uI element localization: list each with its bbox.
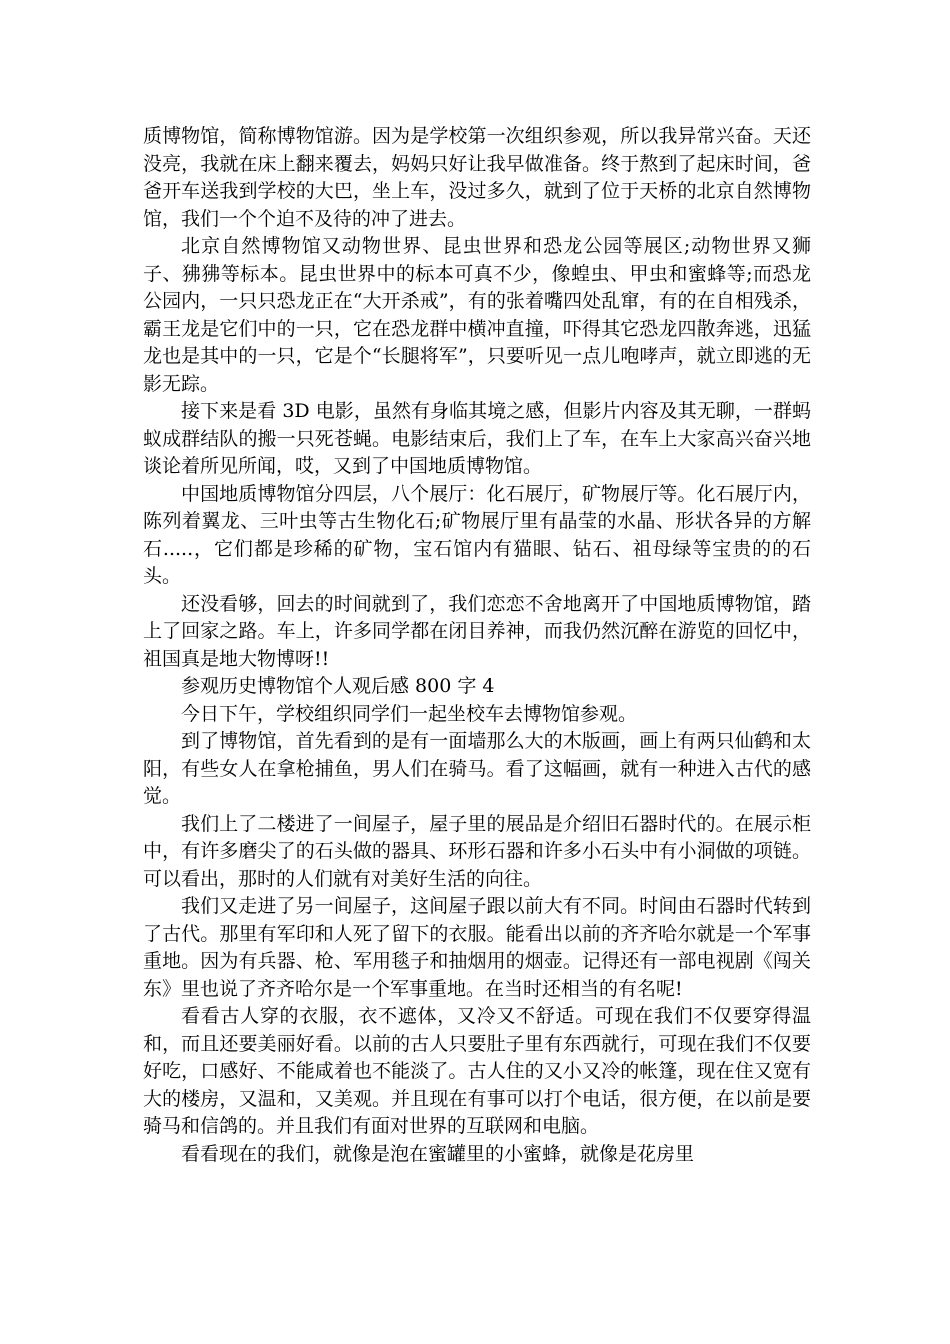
section-heading: 参观历史博物馆个人观后感 800 字 4 bbox=[181, 675, 495, 697]
document-page bbox=[143, 123, 811, 1168]
paragraph: 到了博物馆，首先看到的是有一面墙那么大的木版画，画上有两只仙鹤和太阳，有些女人在拿枪捕鱼，男人们在骑马。看了这幅画，就有一种进入古代的感觉。 bbox=[143, 730, 811, 807]
paragraph: 看看古人穿的衣服，衣不遮体，又冷又不舒适。可现在我们不仅要穿得温和，而且还要美丽好看。以前的古人只要肚子里有东西就行，可现在我们不仅要好吃，口感好、不能咸着也不能淡了。古人住的又小又冷的帐篷，现在住又宽有大的楼房，又温和，又美观。并且现在有事可以打个电话，很方便，在以前是要骑马和信鸽的。并且我们有面对世界的互联网和电脑。 bbox=[143, 1005, 811, 1137]
paragraph: 质博物馆，简称博物馆游。因为是学校第一次组织参观，所以我异常兴奋。天还没亮，我就在床上翻来覆去，妈妈只好让我早做准备。终于熬到了起床时间，爸爸开车送我到学校的大巴，坐上车，没过多久，就到了位于天桥的北京自然博物馆，我们一个个迫不及待的冲了进去。 bbox=[143, 125, 811, 230]
paragraph: 还没看够，回去的时间就到了，我们恋恋不舍地离开了中国地质博物馆，踏上了回家之路。车上，许多同学都在闭目养神，而我仍然沉醉在游览的回忆中，祖国真是地大物博呀!! bbox=[143, 592, 811, 670]
paragraph: 看看现在的我们，就像是泡在蜜罐里的小蜜蜂，就像是花房里 bbox=[181, 1142, 695, 1165]
paragraph: 我们又走进了另一间屋子，这间屋子跟以前大有不同。时间由石器时代转到了古代。那里有军印和人死了留下的衣服。能看出以前的齐齐哈尔就是一个军事重地。因为有兵器、枪、军用毯子和抽烟用的烟壶。记得还有一部电视剧《闯关东》里也说了齐齐哈尔是一个军事重地。在当时还相当的有名呢! bbox=[143, 895, 811, 1000]
paragraph: 中国地质博物馆分四层，八个展厅：化石展厅，矿物展厅等。化石展厅内，陈列着翼龙、三叶虫等古生物化石;矿物展厅里有晶莹的水晶、形状各异的方解石.....，它们都是珍稀的矿物，宝石馆内有猫眼、钻石、祖母绿等宝贵的的石头。 bbox=[143, 482, 811, 587]
paragraph: 我们上了二楼进了一间屋子，屋子里的展品是介绍旧石器时代的。在展示柜中，有许多磨尖了的石头做的器具、环形石器和许多小石头中有小洞做的项链。可以看出，那时的人们就有对美好生活的向往。 bbox=[143, 812, 811, 890]
paragraph: 北京自然博物馆又动物世界、昆虫世界和恐龙公园等展区;动物世界又狮子、狒狒等标本。昆虫世界中的标本可真不少，像蝗虫、甲虫和蜜蜂等;而恐龙公园内，一只只恐龙正在“大开杀戒”，有的张着嘴四处乱窜，有的在自相残杀，霸王龙是它们中的一只，它在恐龙群中横冲直撞，吓得其它恐龙四散奔逃，迅猛龙也是其中的一只，它是个“长腿将军”，只要听见一点儿咆哮声，就立即逃的无影无踪。 bbox=[143, 235, 811, 395]
paragraph: 今日下午，学校组织同学们一起坐校车去博物馆参观。 bbox=[181, 702, 638, 725]
paragraph: 接下来是看 3D 电影，虽然有身临其境之感，但影片内容及其无聊，一群蚂蚁成群结队的搬一只死苍蝇。电影结束后，我们上了车，在车上大家高兴奋兴地谈论着所见所闻，哎，又到了中国地质博物馆。 bbox=[143, 400, 811, 477]
